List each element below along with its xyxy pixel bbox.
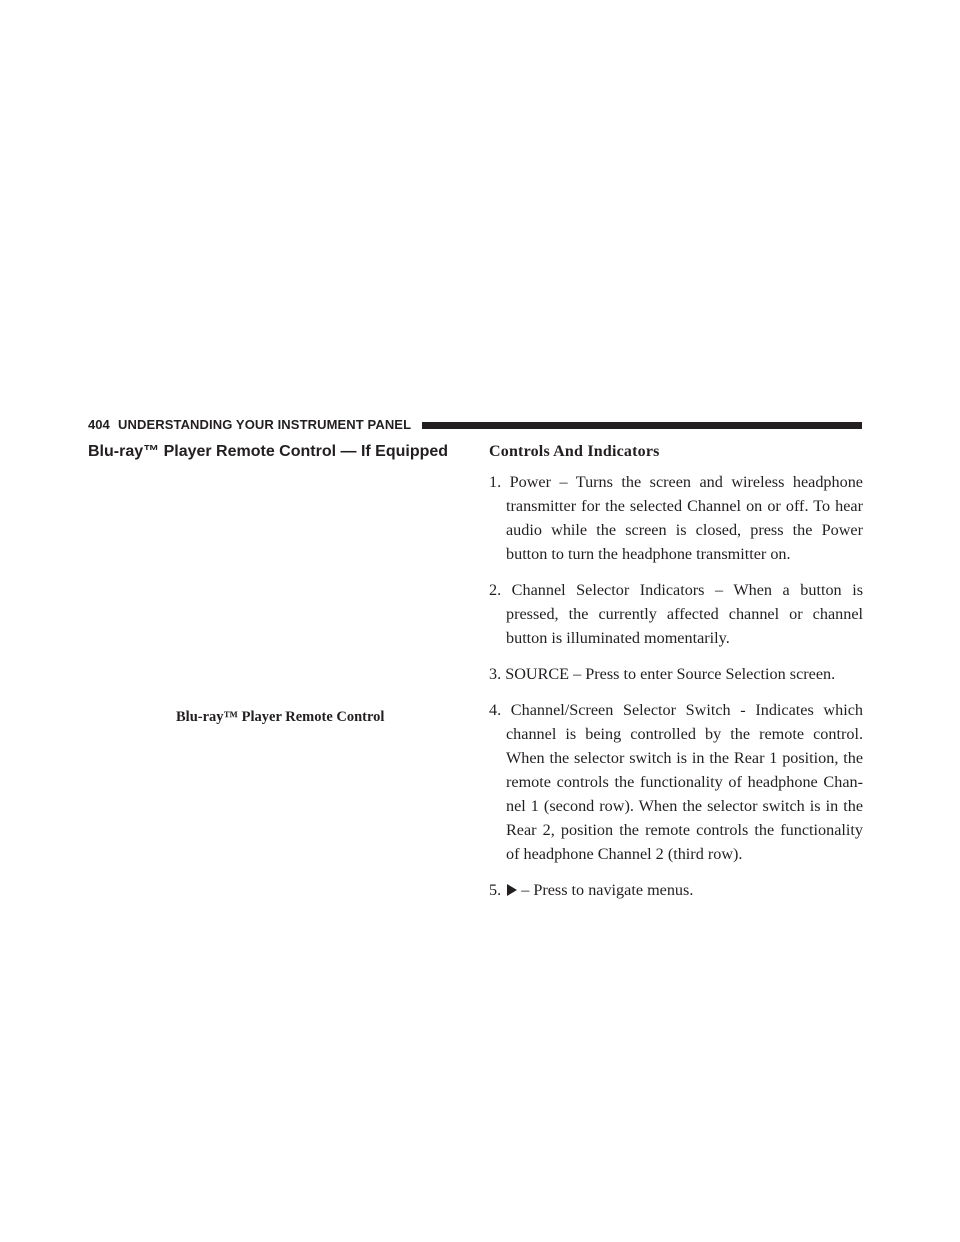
- remote-control-figure: [88, 470, 460, 700]
- controls-column: [489, 440, 863, 914]
- list-item: 3. SOURCE – Press to enter Source Selection screen.: [489, 665, 836, 683]
- section-heading: Blu-ray™ Player Remote Control — If Equipped: [88, 443, 449, 460]
- header-rule: [422, 422, 862, 429]
- list-item: 1. Power – Turns the screen and wireless headphone transmitter for the selected Channel on or off. To hear audio while the screen is closed, press the Power button to turn the headphone transmitter on.: [489, 473, 863, 563]
- list-item: 4. Channel/Screen Selector Switch - Indicates which channel is being controlled by the remote control. When the selector switch is in the Rear 1 position, the remote controls the functionality of headphone Chan-nel 1 (second row). When the selector switch is in the Rear 2, position the remote controls the functionality of headphone Channel 2 (third row).: [489, 701, 863, 863]
- list-item: [489, 878, 863, 902]
- right-arrow-icon: [507, 884, 517, 896]
- page-number: 404: [88, 417, 110, 432]
- item-text: – Press to navigate menus.: [517, 881, 694, 899]
- list-item: 2. Channel Selector Indicators – When a button is pressed, the currently affected channel or channel button is illuminated momentarily.: [489, 581, 863, 647]
- page-header: [88, 415, 862, 435]
- sub-heading: Controls And Indicators: [489, 443, 660, 460]
- item-number: 5.: [489, 881, 502, 899]
- section-title: UNDERSTANDING YOUR INSTRUMENT PANEL: [118, 417, 412, 432]
- controls-list: [489, 470, 863, 902]
- figure-caption: Blu-ray™ Player Remote Control: [176, 709, 385, 725]
